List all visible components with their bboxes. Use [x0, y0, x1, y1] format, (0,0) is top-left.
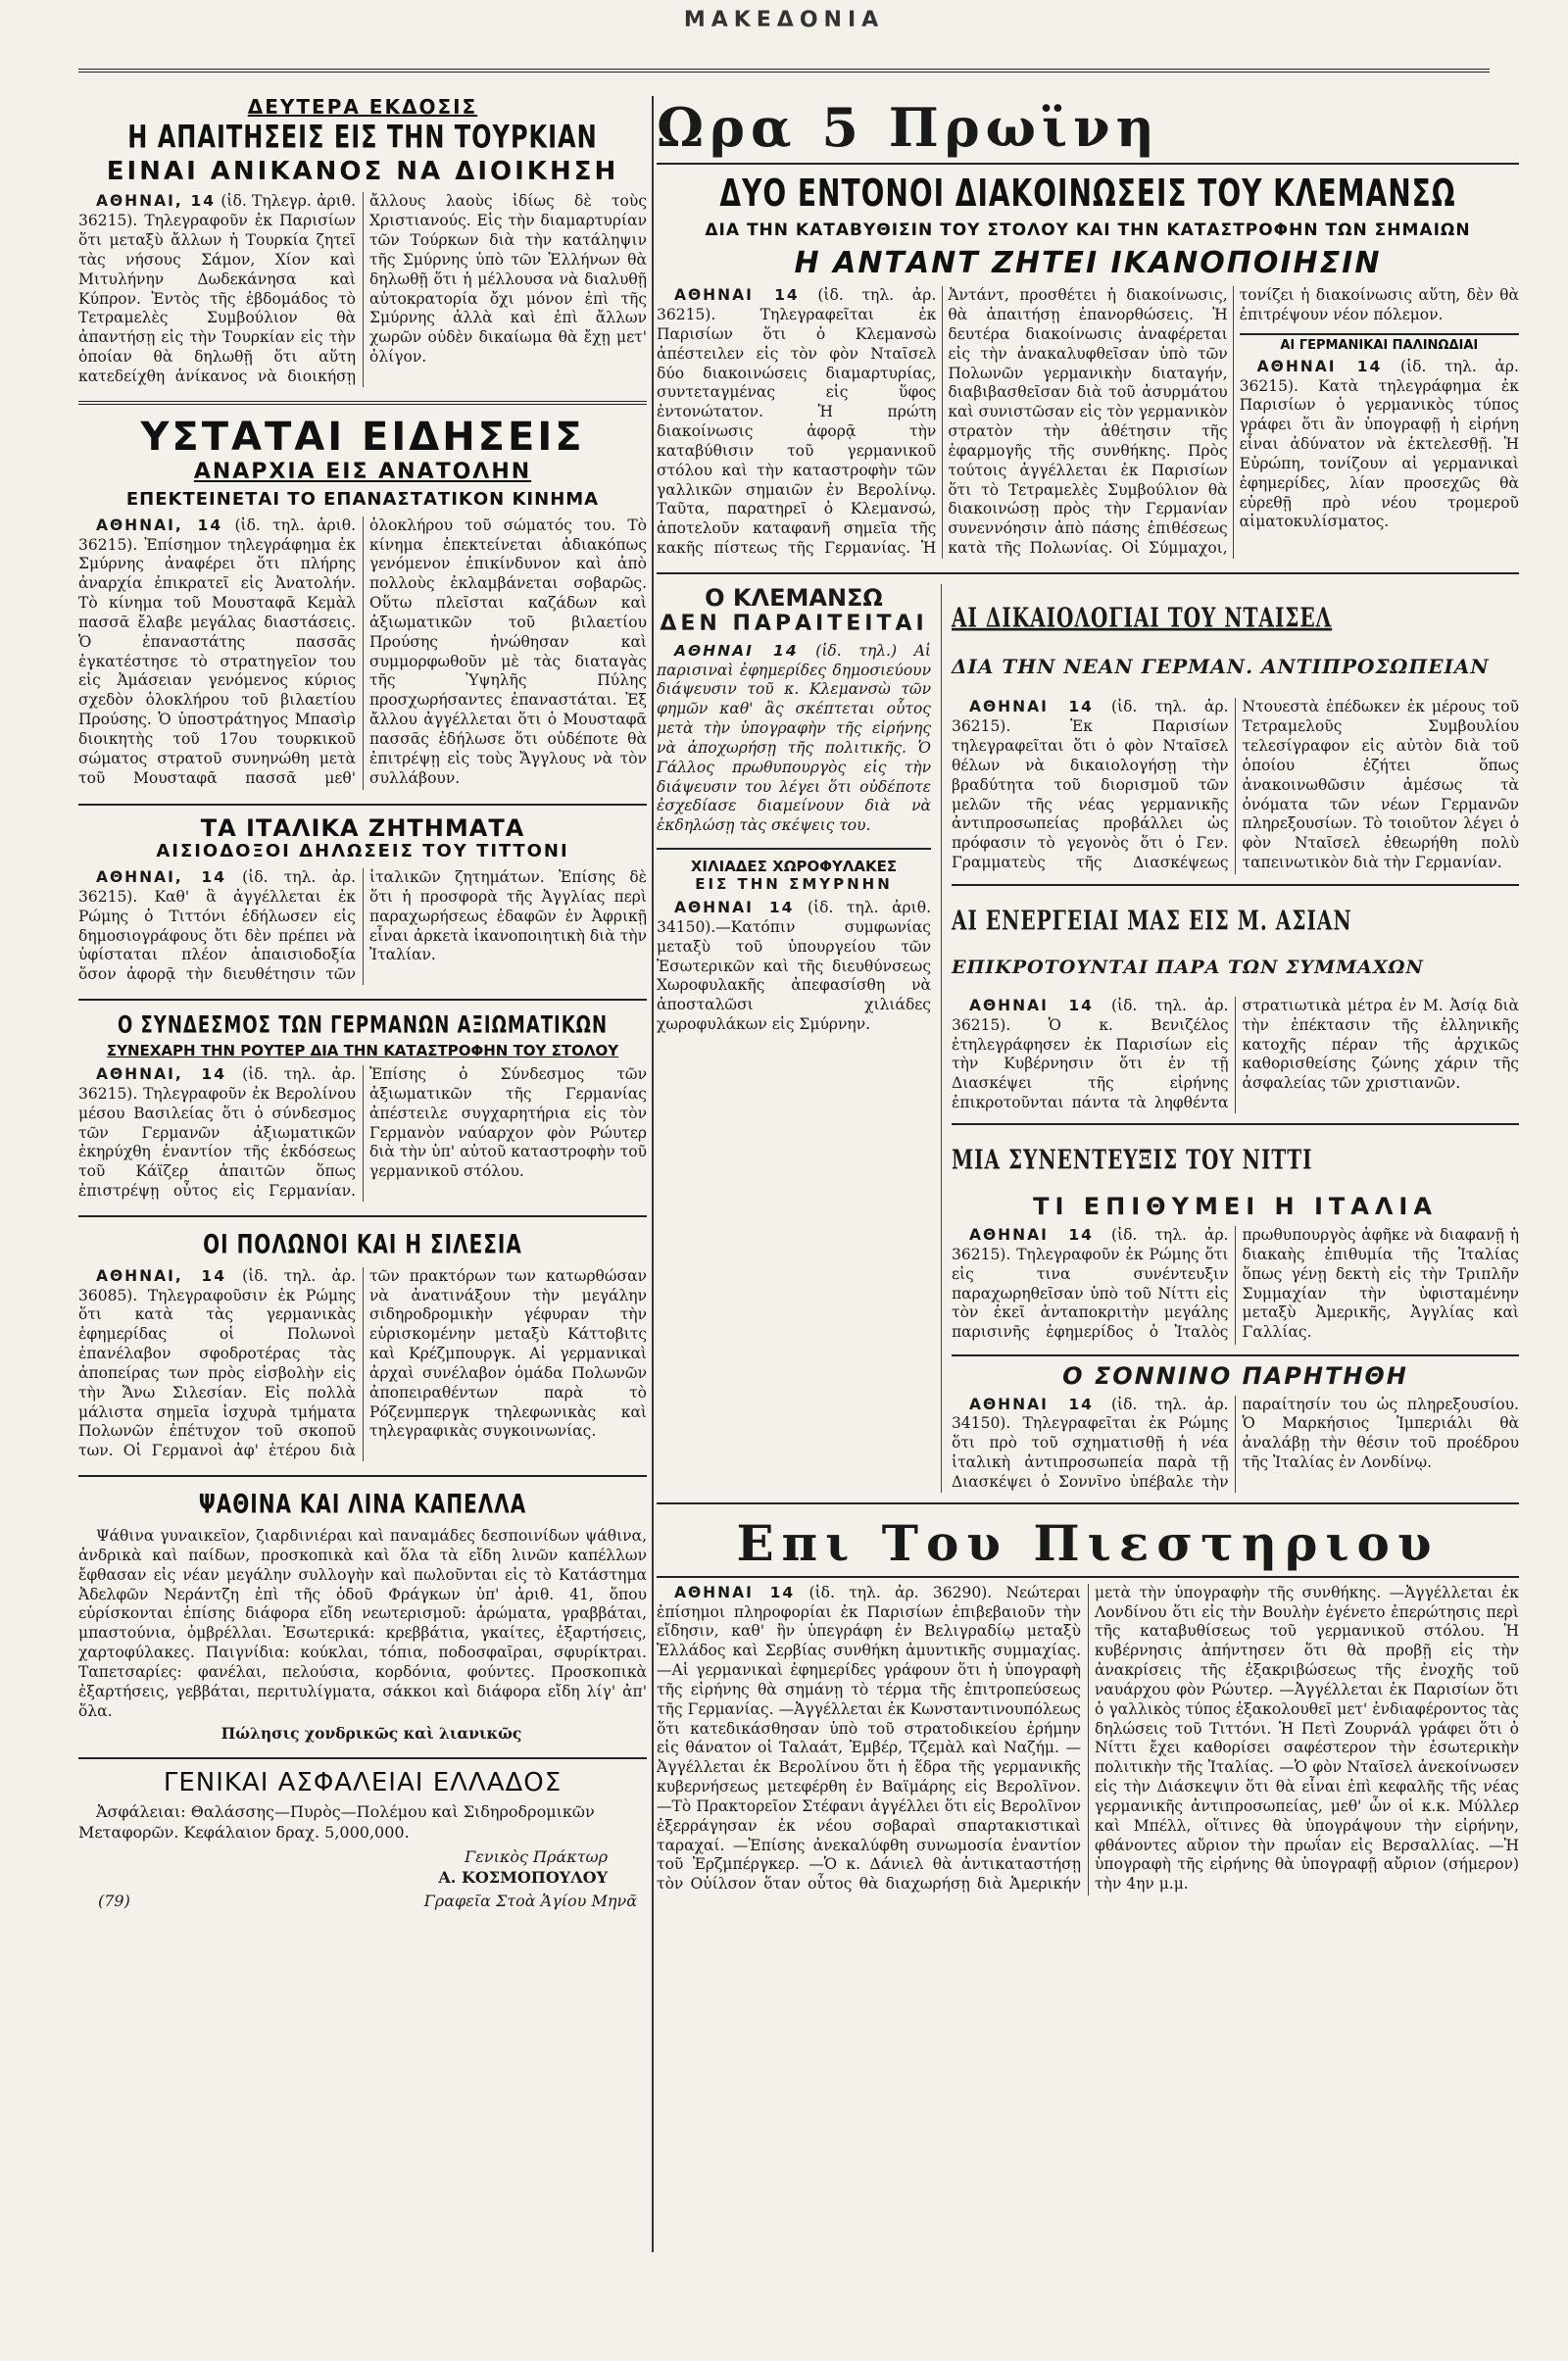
- column-divider: [652, 96, 654, 2252]
- separator: [78, 1475, 647, 1477]
- article-subtitle: ΔΙΑ ΤΗΝ ΝΕΑΝ ΓΕΡΜΑΝ. ΑΝΤΙΠΡΟΣΩΠΕΙΑΝ: [952, 655, 1490, 679]
- article-text: (ἰδ. Τηλεγρ. ἀριθ. 36215). Τηλεγραφοῦν ἐκ Παρισίων ὅτι μεταξὺ ἄλλων ἡ Τουρκία ζητεῖ τὰς νήσους Σάμον, Χίον καὶ Μιτυλήνην Δωδεκάνησα καὶ Κύπρον. Ἐντὸς τῆς ἑβδομάδος τὸ Τετραμελὲς Συμβούλιον θὰ ἀπαντήσῃ εἰς τὴν Τουρκίαν εἰς τὴν ὁποίαν θὰ δηλωθῇ ὅτι αὕτη κατεδείχθη ἀνίκανος νὰ διοικήσῃ ἄλλους λαοὺς ἰδίως δὲ τοὺς Χριστιανούς. Εἰς τὴν διαμαρτυρίαν τῶν Τούρκων διὰ τὴν κατάληψιν τῆς Σμύρνης ὑπὸ τῶν Ἑλλήνων θὰ δηλωθῇ ὅτι ἡ μέλλουσα νὰ διαλυθῇ αὐτοκρατορία ὄχι μόνον ἐπὶ τῆς Σμύρνης ἀλλὰ καὶ ἐπὶ ἄλλων χωρῶν οὐδὲν δικαίωμα θὰ ἔχῃ μετ' ὀλίγον.: [78, 192, 647, 385]
- article-body: [657, 899, 931, 1035]
- separator: [657, 572, 1519, 574]
- article-subtitle: ΕΙΣ ΤΗΝ ΣΜΥΡΝΗΝ: [695, 875, 893, 894]
- ad-note: Πώλησις χονδρικῶς καὶ λιανικῶς: [220, 1724, 522, 1744]
- banner-stop-press: Επι Του Πιεστηριου: [736, 1513, 1440, 1572]
- article-title: Ο ΣΥΝΔΕΣΜΟΣ ΤΩΝ ΓΕΡΜΑΝΩΝ ΑΞΙΩΜΑΤΙΚΩΝ: [117, 1011, 609, 1040]
- article-subtitle: ΣΥΝΕΧΑΡΗ ΤΗΝ ΡΟΥΤΕΡ ΔΙΑ ΤΗΝ ΚΑΤΑΣΤΡΟΦΗΝ ΤΟΥ ΣΤΟΛΟΥ: [106, 1041, 619, 1059]
- article-anarchy-anatolia: [78, 415, 647, 790]
- dateline: ΑΘΗΝΑΙ, 14: [96, 1065, 226, 1084]
- article-body: [78, 192, 647, 386]
- dateline: ΑΘΗΝΑΙ 14: [969, 1395, 1094, 1413]
- dateline: ΑΘΗΝΑΙ, 14: [96, 516, 223, 534]
- article-turkey-demands: [78, 96, 647, 387]
- article-title: ΑΙ ΔΙΚΑΙΟΛΟΓΙΑΙ ΤΟΥ ΝΤΑΙΣΕΛ: [952, 602, 1333, 634]
- article-body: [952, 997, 1519, 1113]
- separator: [952, 1123, 1519, 1125]
- dateline: ΑΘΗΝΑΙ 14: [674, 1583, 796, 1601]
- dateline: ΑΘΗΝΑΙ 14: [969, 698, 1094, 716]
- banner-morning-edition: Ωρα 5 Πρωϊνη: [657, 96, 1160, 159]
- dateline: ΑΘΗΝΑΙ 14: [969, 1226, 1094, 1245]
- article-title: ΔΥΟ ΕΝΤΟΝΟΙ ΔΙΑΚΟΙΝΩΣΕΙΣ ΤΟΥ ΚΛΕΜΑΝΣΩ: [719, 172, 1456, 216]
- article-body: [952, 698, 1519, 874]
- advertisement-insurance: [78, 1769, 647, 1912]
- article-body: [657, 1584, 1519, 1896]
- separator: [78, 1215, 647, 1217]
- dateline: ΑΘΗΝΑΙ 14: [969, 996, 1094, 1014]
- separator: [657, 1576, 1519, 1578]
- article-body: [78, 868, 647, 985]
- article-text: (ἰδ. τηλ. ἀρ. 36215). Καθ' ἃ ἀγγέλλεται ἐκ Ρώμης ὁ Τιττόνι ἐδήλωσεν εἰς δημοσιογράφους ὅτι δὲν πρέπει νὰ ὑφίσταται πλέον ἀπαισιοδοξία ὅσον ἀφορᾷ τὴν διευθέτησιν τῶν ἰταλικῶν ζητημάτων. Ἐπίσης δὲ ὅτι ἡ προσφορὰ τῆς Ἀγγλίας περὶ παραχωρήσεως ἐδαφῶν ἐν Ἀφρικῇ εἶναι ἀρκετὰ ἱκανοποιητικὴ διὰ τὴν Ἰταλίαν.: [78, 868, 647, 984]
- separator: [952, 884, 1519, 886]
- agent-name: Α. ΚΟΣΜΟΠΟΥΛΟΥ: [438, 1867, 608, 1887]
- article-subtitle: ΤΙ ΕΠΙΘΥΜΕΙ Η ΙΤΑΛΙΑ: [1033, 1193, 1438, 1221]
- twin-articles-1: [657, 584, 1519, 1493]
- article-text: (ἰδ. τηλ. ἀρ. 36215). Τηλεγραφοῦν ἐκ Βερολίνου μέσου Βασιλείας ὅτι ὁ σύνδεσμος τῶν Γερμανῶν ἀξιωματικῶν ἐκηρύχθη ἐναντίον τῆς ἐκδόσεως τοῦ Κάϊζερ ἀπαιτῶν ὅπως ἐπιστρέψῃ οὗτος εἰς Γερμανίαν. Ἐπίσης ὁ Σύνδεσμος τῶν ἀξιωματικῶν τῆς Γερμανίας ἀπέστειλε συγχαρητήρια εἰς τὸν Γερμανὸν ναύαρχον φὸν Ρώυτερ διὰ τὴν ὑπ' αὐτοῦ καταστροφὴν τοῦ γερμανικοῦ στόλου.: [78, 1065, 647, 1200]
- article-title: ΧΙΛΙΑΔΕΣ ΧΩΡΟΦΥΛΑΚΕΣ: [690, 858, 898, 876]
- article-subtitle: ΔΙΑ ΤΗΝ ΚΑΤΑΒΥΘΙΣΙΝ ΤΟΥ ΣΤΟΛΟΥ ΚΑΙ ΤΗΝ ΚΑΤΑΣΤΡΟΦΗΝ ΤΩΝ ΣΗΜΑΙΩΝ: [705, 221, 1471, 241]
- article-title: ΑΝΑΡΧΙΑ ΕΙΣ ΑΝΑΤΟΛΗΝ: [193, 459, 532, 484]
- article-body: [657, 642, 931, 836]
- article-body: [952, 1226, 1519, 1344]
- masthead: [78, 0, 1490, 73]
- ad-code: (79): [98, 1892, 130, 1911]
- article-text: (ἰδ. τηλ. ἀρ. 36215). Τηλεγραφοῦν ἐκ Ρώμης ὅτι εἰς τινα συνέντευξιν παραχωρηθεῖσαν ὑπὸ τοῦ Νίττι εἰς τὸν ἐκεῖ ἀνταποκριτὴν μεγάλης παρισινῆς ἐφημερίδος ὁ Ἰταλὸς πρωθυπουργὸς ἀφῆκε νὰ διαφανῇ ἡ διακαὴς ἐπιθυμία τῆς Ἰταλίας ὅπως γένῃ δεκτὴ εἰς τὴν Τριπλῆν Συμμαχίαν τὴν ὑφισταμένην μεταξὺ Ἀμερικῆς, Ἀγγλίας καὶ Γαλλίας.: [952, 1226, 1519, 1342]
- separator: [78, 804, 647, 806]
- column-divider: [941, 584, 942, 1493]
- article-clemenceau-stays: [657, 584, 931, 1493]
- agent-address: Γραφεῖα Στοὰ Ἁγίου Μηνᾶ: [423, 1892, 637, 1911]
- article-text: (ἰδ. τηλ.) Αἱ παρισιναὶ ἐφημερίδες δημοσιεύουν διάψευσιν τοῦ κ. Κλεμανσὼ τῶν φημῶν καθ' ἃς σκέπτεται οὗτος μετὰ τὴν ὑπογραφὴν τῆς εἰρήνης νὰ ἀποχωρήσῃ τῆς πολιτικῆς. Ὁ Γάλλος πρωθυπουργὸς εἰς τὴν διάψευσιν του λέγει ὅτι οὐδέποτε ἐσχεδίασε διαμείνουν διὰ νὰ ἐκδηλώσῃ τὰς σκέψεις του.: [657, 641, 931, 835]
- article-text: (ἰδ. τηλ. ἀρ. 34150). Τηλεγραφεῖται ἐκ Ρώμης ὅτι πρὸ τοῦ σχηματισθῇ ἡ νέα ἰταλικὴ ἀντιπροσωπεία παρὰ τῇ Διασκέψει ὁ Σοννῖνο ὑπέβαλε τὴν παραίτησίν του ὡς πληρεξουσίου. Ὁ Μαρκήσιος Ἰμπεριάλι θὰ ἀναλάβῃ τὴν θέσιν τοῦ προέδρου τῆς Ἰταλίας ἐν Λονδίνῳ.: [952, 1395, 1519, 1491]
- article-body: [657, 286, 1519, 559]
- dateline: ΑΘΗΝΑΙ 14: [1256, 357, 1383, 375]
- ad-text: Ἀσφάλειαι: Θαλάσσης—Πυρὸς—Πολέμου καὶ Σιδηροδρομικῶν Μεταφορῶν. Κεφάλαιον δραχ. 5,000,000.: [78, 1802, 595, 1842]
- article-subtitle: ΔΕΝ ΠΑΡΑΙΤΕΙΤΑΙ: [660, 611, 928, 636]
- article-text: (ἰδ. τηλ. ἀριθ. 36215). Ἐπίσημον τηλεγράφημα ἐκ Σμύρνης ἀναφέρει ὅτι πλήρης ἀναρχία ἐπικρατεῖ εἰς Ἀνατολήν. Τὸ κίνημα τοῦ Μουσταφᾶ Κεμὰλ πασσᾶ ἔλαβε μεγάλας διαστάσεις. Ὁ ἐπαναστάτης πασσᾶς ἐγκατέστησε τὸ στρατηγεῖον του εἰς Ἀμάσειαν γενόμενος κύριος σχεδὸν ὁλοκλήρου τοῦ βιλαετίου Προύσης. Ὁ ὑποστράτηγος Μπασὶρ διοικητὴς τοῦ 17ου τουρκικοῦ σώματος στρατοῦ συνηνώθη μετὰ τοῦ Μουσταφᾶ πασσᾶ μεθ' ὁλοκλήρου τοῦ σώματός του. Τὸ κίνημα ἐπεκτείνεται ἀδιακόπως γενόμενον ἐπικίνδυνον καὶ ἀπὸ πολλοὺς ἐκλαμβάνεται σοβαρῶς. Οὕτω πλεῖσται καζάδων καὶ ἀξιωματικῶν τοῦ βιλαετίου Προύσης ἠνώθησαν καὶ συμμορφωθοῦν μὲ τὰς διαταγὰς τῆς Ὑψηλῆς Πύλης προσχωρήσαντες ἐπαναστάται. Ἐξ ἄλλου ἀγγέλλεται ὅτι ὁ Μουσταφᾶ πασσᾶς ἐδήλωσε ὅτι οὐδέποτε θὰ ἐπιτρέψῃ εἰς τοὺς Ἄγγλους νὰ τὸν συλλάβουν.: [78, 516, 647, 787]
- article-subtitle: ΕΠΕΚΤΕΙΝΕΤΑΙ ΤΟ ΕΠΑΝΑΣΤΑΤΙΚΟΝ ΚΙΝΗΜΑ: [125, 489, 600, 511]
- left-column: [78, 96, 647, 2350]
- advertisement-hats: [78, 1487, 647, 1744]
- ad-title: ΨΑΘΙΝΑ ΚΑΙ ΛΙΝΑ ΚΑΠΕΛΛΑ: [198, 1487, 527, 1520]
- article-title: ΑΙ ΕΝΕΡΓΕΙΑΙ ΜΑΣ ΕΙΣ Μ. ΑΣΙΑΝ: [952, 904, 1352, 937]
- ad-body: [78, 1527, 647, 1744]
- article-subtitle: ΕΙΝΑΙ ΑΝΙΚΑΝΟΣ ΝΑ ΔΙΟΙΚΗΣΗ: [106, 156, 619, 186]
- article-subtitle: ΑΙΣΙΟΔΟΞΟΙ ΔΗΛΩΣΕΙΣ ΤΟΥ ΤΙΤΤΟΝΙ: [156, 841, 569, 862]
- article-clemenceau-notes: [657, 172, 1519, 559]
- article-title: ΜΙΑ ΣΥΝΕΝΤΕΥΞΙΣ ΤΟΥ ΝΙΤΤΙ: [952, 1143, 1313, 1175]
- article-italian-issues: [78, 815, 647, 985]
- newspaper-title: ΜΑΚΕΔΟΝΙΑ: [683, 8, 885, 32]
- article-subtitle: ΕΠΙΚΡΟΤΟΥΝΤΑΙ ΠΑΡΑ ΤΩΝ ΣΥΜΜΑΧΩΝ: [952, 956, 1424, 978]
- right-column: [657, 96, 1519, 2350]
- article-text: (ἰδ. τηλ. ἀρ. 36215). Κατὰ τηλεγράφημα ἐκ Παρισίων ὁ γερμανικὸς τύπος γράφει ὅτι ἂν ὑπογραφῇ ἡ εἰρήνη εἶναι ἀδύνατον νὰ ἐκτελεσθῇ. Ἡ Εὐρώπη, τονίζουν αἱ γερμανικαὶ ἐφημερίδες, λίαν προσεχῶς θὰ εὑρεθῇ πρὸ νέου τρομεροῦ αἱματοκυλίσματος.: [1239, 357, 1519, 531]
- dateline: ΑΘΗΝΑΙ 14: [674, 286, 800, 305]
- separator: [78, 1757, 647, 1759]
- article-body: [952, 1396, 1519, 1493]
- article-title: ΑΙ ΓΕΡΜΑΝΙΚΑΙ ΠΑΛΙΝΩΔΙΑΙ: [1280, 337, 1479, 353]
- dateline: ΑΘΗΝΑΙ 14: [674, 641, 799, 660]
- article-title: ΤΑ ΙΤΑΛΙΚΑ ΖΗΤΗΜΑΤΑ: [200, 813, 525, 842]
- article-body: [78, 516, 647, 790]
- agent-title: Γενικὸς Πράκτωρ: [465, 1846, 608, 1866]
- article-title: Η ΑΠΑΙΤΗΣΕΙΣ ΕΙΣ ΤΗΝ ΤΟΥΡΚΙΑΝ: [127, 118, 598, 156]
- article-body: [78, 1065, 647, 1202]
- section-heading: ΥΣΤΑΤΑΙ ΕΙΔΗΣΕΙΣ: [140, 414, 585, 460]
- article-poles-silesia: [78, 1227, 647, 1461]
- article-deisel-excuses: [952, 584, 1519, 1493]
- dateline: ΑΘΗΝΑΙ, 14: [96, 868, 226, 887]
- article-text: (ἰδ. τηλ. ἀρ. 36085). Τηλεγραφοῦσιν ἐκ Ρώμης ὅτι κατὰ τὰς γερμανικὰς ἐφημερίδας οἱ Πολωνοὶ ἐπανέλαβον σφοδροτέρας τὰς ἀποπείρας των πρὸς εἰσβολὴν εἰς τὴν Ἄνω Σιλεσίαν. Εἰς πολλὰ μάλιστα σημεῖα ἰσχυρὰ τμήματα Πολωνῶν ἐπέτυχον τοῦ σκοποῦ των. Οἱ Γερμανοὶ ἀφ' ἑτέρου διὰ τῶν πρακτόρων των κατωρθώσαν νὰ ἀνατινάξουν τὴν μεγάλην σιδηροδρομικὴν γέφυραν τὴν εὑρισκομένην μεταξὺ Κάττοβιτς καὶ Κρέζμπουργκ. Αἱ γερμανικαὶ ἀρχαὶ συνέλαβον ὁμάδα Πολωνῶν ἀποπειραθέντων παρὰ τὸ Ρόζενμπεργκ τηλεφωνικὰς καὶ τηλεγραφικὰς συγκοινωνίας.: [78, 1266, 647, 1460]
- dateline: ΑΘΗΝΑΙ, 14: [96, 192, 217, 211]
- separator: [952, 1354, 1519, 1356]
- article-text: (ἰδ. τηλ. ἀρ. 36215). Ἐκ Παρισίων τηλεγραφεῖται ὅτι ὁ φὸν Νταῖσελ θέλων νὰ δικαιολογήσῃ τὴν βραδύτητα τοῦ διορισμοῦ τῶν μελῶν τῆς νέας γερμανικῆς ἀντιπροσωπείας προβάλλει ὡς πρόφασιν τὸ γεγονὸς ὅτι ὁ Γεν. Γραμματεὺς τῆς Διασκέψεως Ντουεστὰ ἐπέδωκεν ἐκ μέρους τοῦ Τετραμελοῦς Συμβουλίου τελεσίγραφον εἰς αὐτὸν διὰ τοῦ ὁποίου ἐζήτει ὅπως ἀνακοινωθῶσιν ἀμέσως τὰ ὀνόματα τῶν νέων Γερμανῶν πληρεξουσίων. Τὸ τοιοῦτον λέγει ὁ φὸν Νταῖσελ ἐθεωρήθη πολὺ ταπεινωτικὸν διὰ τὴν Γερμανίαν.: [952, 698, 1519, 872]
- article-german-officers: [78, 1010, 647, 1202]
- separator: [78, 401, 647, 405]
- article-title: Ο ΣΟΝΝΙΝΟ ΠΑΡΗΤΗΘΗ: [1062, 1361, 1408, 1390]
- dateline: ΑΘΗΝΑΙ, 14: [96, 1266, 226, 1285]
- article-text: (ἰδ. τηλ. ἀρ. 36215). Ὁ κ. Βενιζέλος ἐτηλεγράφησεν ἐκ Παρισίων εἰς τὴν Κυβέρνησιν ὅτι ἐν τῇ Διασκέψει τῆς εἰρήνης ἐπικροτοῦνται πάντα τὰ ληφθέντα στρατιωτικὰ μέτρα ἐν Μ. Ἀσίᾳ διὰ τὴν ἐπέκτασιν τῆς ἑλληνικῆς κατοχῆς πέραν τῆς ἀρχικῶς καθορισθείσης ζώνης χάριν τῆς ἀσφαλείας τῶν χριστιανῶν.: [952, 996, 1519, 1112]
- separator: [657, 848, 931, 850]
- article-text: (ἰδ. τηλ. ἀριθ. 34150).—Κατόπιν συμφωνίας μεταξὺ τοῦ ὑπουργείου τῶν Ἐσωτερικῶν καὶ τῆς διευθύνσεως Χωροφυλακῆς ἀπεφασίσθη νὰ ἀποσταλῶσι χιλιάδες χωροφυλάκων εἰς Σμύρνην.: [657, 899, 931, 1034]
- article-text: (ἰδ. τηλ. ἀρ. 36215). Τηλεγραφεῖται ἐκ Παρισίων ὅτι ὁ Κλεμανσὼ ἀπέστειλεν εἰς τὸν φὸν Νταῖσελ δύο διακοινώσεις διαμαρτυρίας, συντεταγμένας εἰς ὕφος ἐντονώτατον. Ἡ πρώτη διακοίνωσις ἀφορᾷ τὴν καταβύθισιν τοῦ γερμανικοῦ στόλου καὶ τὴν καταστροφὴν τῶν γαλλικῶν σημαιῶν ἐν Βερολίνῳ. Ταῦτα, παρατηρεῖ ὁ Κλεμανσώ, ἀποτελοῦν καταφανῆ σημεῖα τῆς κακῆς πίστεως τῆς Γερμανίας. Ἡ Ἀντάντ, προσθέτει ἡ διακοίνωσις, θὰ ἀπαιτήσῃ ἐπανορθώσεις. Ἡ δευτέρα διακοίνωσις ἀναφέρεται εἰς τὴν ἀνακαλυφθεῖσαν ὑπὸ τῶν Πολωνῶν γερμανικὴν διαταγήν, διαβιβασθεῖσαν διὰ τοῦ ἀσυρμάτου καὶ συνιστῶσαν εἰς τὸν γερμανικὸν στρατὸν τὴν ἀθέτησιν τῆς ἐφαρμογῆς τῆς συνθήκης. Πρὸς τούτοις ἀγγέλλεται ἐκ Παρισίων ὅτι τὸ Τετραμελὲς Συμβούλιον θὰ διακοινώσῃ πρὸς τὴν Γερμανίαν συνεννόησιν ἀπὸ πάσης ἐπιθέσεως κατὰ τῆς Πολωνίας. Οἱ Σύμμαχοι, τονίζει ἡ διακοίνωσις αὕτη, δὲν θὰ ἐπιτρέψουν νέον πόλεμον.: [657, 286, 1519, 557]
- article-title: Ο ΚΛΕΜΑΝΣΩ: [705, 583, 883, 612]
- article-stop-press: [657, 1584, 1519, 1896]
- edition-label: ΔΕΥΤΕΡΑ ΕΚΔΟΣΙΣ: [247, 96, 478, 119]
- separator: [657, 1502, 1519, 1504]
- ad-text: Ψάθινα γυναικεῖον, ζιαρδινιέραι καὶ παναμάδες δεσποινίδων ψάθινα, ἀνδρικὰ καὶ παίδων, προσκοπικὰ καὶ ὅλα τὰ εἴδη λινῶν καπέλλων ἔφθασαν εἰς νέαν μεγάλην συλλογὴν καὶ πωλοῦνται εἰς τὸ Κατάστημα Ἀδελφῶν Νεράντζη ἐπὶ τῆς ὁδοῦ Φράγκων ὑπ' ἀριθ. 41, ὅπου εὑρίσκονται ἐπίσης διάφορα εἴδη νεωτερισμοῦ: ἀρώματα, γραββάται, μπαστούνια, ὀμβρέλλαι. Ἐσωτερικά: κρεββάτια, γκαίτες, ἐξαρτήσεις, χαρτοφύλακες. Παιγνίδια: κούκλαι, τόπια, ποδοσφαῖραι, σφυρίκτραι. Ταπετσαρίες: φανέλαι, πελούσια, κορδόνια, φούντες. Προσκοπικὰ ἐξαρτήσεις, γεββάται, περιτυλίγματα, σάκκοι καὶ διάφορα εἴδη λίγ' ἀπ' ὅλα.: [78, 1527, 647, 1720]
- ad-title: ΓΕΝΙΚΑΙ ΑΣΦΑΛΕΙΑΙ ΕΛΛΑΔΟΣ: [163, 1768, 563, 1798]
- article-text: (ἰδ. τηλ. ἀρ. 36290). Νεώτεραι ἐπίσημοι πληροφορίαι ἐκ Παρισίων ἐπιβεβαιοῦν τὴν εἴδησιν, καθ' ἣν ὑπεγράφη ἐν Βελιγραδίῳ μεταξὺ Ἑλλάδος καὶ Σερβίας συνθήκη ἀμυντικῆς συμμαχίας. —Αἱ γερμανικαὶ ἐφημερίδες γράφουν ὅτι ἡ ὑπογραφὴ τῆς εἰρήνης θὰ σημάνῃ τὸ τέρμα τῆς ἐπιτροπεύσεως τῆς Γερμανίας. —Ἀγγέλλεται ἐκ Κωνσταντινουπόλεως ὅτι κατεδικάσθησαν ὑπὸ τοῦ στρατοδικείου ἐρήμην εἰς θάνατον οἱ Ταλαάτ, Ἐμβέρ, Τζεμὰλ καὶ Ναζήμ. —Ἀγγέλλεται ἐκ Βερολίνου ὅτι ἡ ἕδρα τῆς γερμανικῆς κυβερνήσεως μετεφέρθη ἐν Βαϊμάρης εἰς Βερολῖνον. —Τὸ Πρακτορεῖον Στέφανι ἀγγέλλει ὅτι εἰς Βερολῖνον ἐξερράγησαν ἐκ νέου σοβαραὶ σπαρτακιστικαὶ ταραχαί. —Ἐπίσης ἀνεκαλύφθη συνωμοσία ἐναντίον τοῦ Ἐρζμπέργκερ. —Ὁ κ. Δάνιελ θὰ ἀντικαταστήσῃ τὸν Οὐίλσον ὅταν οὗτος θὰ διαχωρήσῃ διὰ Ἀμερικήν μετὰ τὴν ὑπογραφὴν τῆς συνθήκης. —Ἀγγέλλεται ἐκ Λονδίνου ὅτι εἰς τὴν Βουλὴν ἐγένετο ἐπερώτησις περὶ τῆς καταβυθίσεως τοῦ γερμανικοῦ στόλου. Ἡ κυβέρνησις ἀπήντησεν ὅτι θὰ προβῇ εἰς τὴν ἀνακρίσεις τῆς ἐξακριβώσεως τῆς ἐνοχῆς τοῦ ναυάρχου φὸν Ρώυτερ. —Ἀγγέλλεται ἐκ Παρισίων ὅτι ὁ γαλλικὸς τύπος ἐξακολουθεῖ μετ' ἐνδιαφέροντος τὰς δηλώσεις τοῦ Τιττόνι. Ἡ Πετὶ Ζουρνάλ γράφει ὅτι ὁ Νίττι ἔχει καθορίσει σαφέστερον τὴν ἐσωτερικὴν πολιτικὴν τῆς Ἰταλίας. —Ὁ φὸν Νταῖσελ ἀνεκοίνωσεν εἰς τὴν Διάσκεψιν ὅτι θὰ εἶναι ἐπὶ κεφαλῆς τῆς νέας γερμανικῆς ἀντιπροσωπείας, μεθ' ὧν οἱ κ.κ. Μύλλερ καὶ Μπέλλ, οἵτινες θὰ ὑπογράψουν τὴν εἰρήνην, φθάνοντες αὔριον τὴν πρωΐαν εἰς Βερσαλλίας. —Ἡ ὑπογραφὴ τῆς εἰρήνης θὰ ὑπογραφῇ αὔριον (σήμερον) τὴν 4ην μ.μ.: [657, 1583, 1519, 1894]
- article-title: ΟΙ ΠΟΛΩΝΟΙ ΚΑΙ Η ΣΙΛΕΣΙΑ: [203, 1227, 522, 1259]
- dateline: ΑΘΗΝΑΙ 14: [674, 899, 795, 917]
- separator: [1240, 333, 1519, 335]
- article-headline: Η ΑΝΤΑΝΤ ΖΗΤΕΙ ΙΚΑΝΟΠΟΙΗΣΙΝ: [794, 245, 1382, 280]
- separator: [78, 999, 647, 1001]
- article-body: [78, 1267, 647, 1461]
